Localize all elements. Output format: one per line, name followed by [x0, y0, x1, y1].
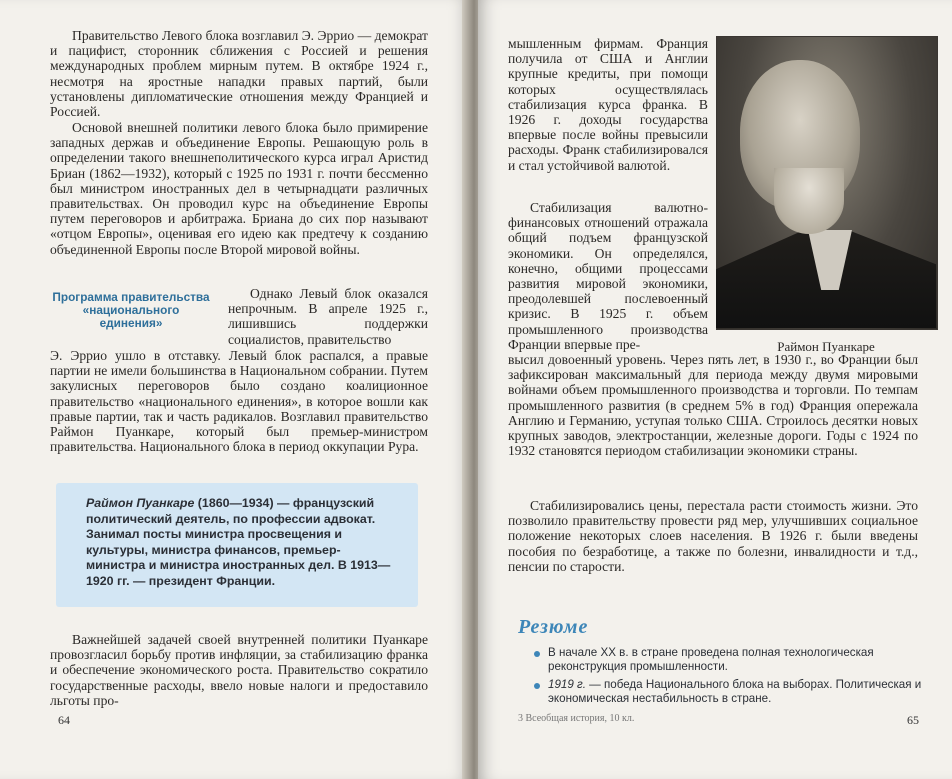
paragraph: Важнейшей задачей своей внутренней политики Пуанкаре провозгласил борьбу против инфляции, за стабилизацию франка и обеспечение экономического роста. Правительство сократило государственные расходы, ввело новые налоги и предоставило льготы про- [50, 632, 428, 708]
paragraph: Стабилизация валютно-финансовых отношений отражала общий подъем французской экономики. Он определялся, конечно, общими процессами развития мировой экономики, преодолевшей послевоенный кризис. В 1925 г. объем промышленного производства Франции впервые пре- [508, 200, 708, 352]
list-item-text: — победа Национального блока на выборах. Политическая и экономическая нестабильность в стране. [548, 677, 922, 706]
summary-list [534, 646, 934, 710]
paragraph: мышленным фирмам. Франция получила от США и Англии крупные кредиты, при помощи которых осуществлялась стабилизация курса франка. В 1926 г. доходы государства впервые после войны превысили расходы. Франк стабилизировался и стал устойчивой валютой. [508, 36, 708, 173]
list-item-year: 1919 г. [548, 677, 586, 691]
paragraph: Правительство Левого блока возглавил Э. Эррио — демократ и пацифист, сторонник сближения с Россией и решения международных проблем мирным путем. В октябре 1924 г., несмотря на яростные нападки правых партий, были установлены дипломатические отношения между Францией и Россией. [50, 28, 428, 120]
portrait-beard [774, 168, 844, 234]
left-page [0, 0, 470, 779]
info-box-body: (1860—1934) — французский политический деятель, по профессии адвокат. Занимал посты министра просвещения и культуры, министра финансов, премьер-министра и министра иностранных дел. В 1913—1920 гг. — президент Франции. [86, 496, 391, 588]
paragraph: высил довоенный уровень. Через пять лет, в 1930 г., во Франции был зафиксирован максимальный для периода между двумя мировыми войнами объем промышленного производства и торговли. По темпам промышленного развития (в среднем 5% в год) Франция опережала Англию и Германию, уступая только США. Строилось десятки новых крупных заводов, электростанции, железные дороги. Годы с 1924 по 1932 становятся периодом стабилизации экономики страны. [508, 352, 918, 459]
list-item [534, 646, 934, 675]
margin-heading: Программа правительства «национального единения» [52, 290, 210, 331]
resume-heading: Резюме [518, 616, 589, 638]
page-footer: 3 Всеобщая история, 10 кл. [518, 713, 635, 724]
info-box-text [86, 496, 398, 590]
paragraph: Э. Эррио ушло в отставку. Левый блок распался, а правые партии не имели большинства в Национальном собрании. Путем закулисных переговоров было создано коалиционное правительство «национального единения», в которое вошли как правые партии, так и часть радикалов. Возглавил правительство Раймон Пуанкаре, который был премьер-министром правительства. Национального блока в период оккупации Рура. [50, 348, 428, 455]
page-number: 65 [907, 713, 919, 727]
page-number: 64 [58, 713, 70, 727]
photo-caption: Раймон Пуанкаре [777, 339, 875, 354]
paragraph: Основой внешней политики левого блока было примирение западных держав и объединение Европы. Решающую роль в определении такого внешнеполитического курса играл Аристид Бриан (1862—1932), который с 1925 по 1931 г. почти бессменно был министром иностранных дел в четырнадцати различных правительствах. Он проводил курс на объединение Европы путем переговоров и арбитража. Бриана до сих пор называют «отцом Европы», оценивая его идею как предтечу к созданию объединенной Европы после Второй мировой войны. [50, 120, 428, 257]
list-item [534, 678, 934, 707]
info-box-name: Раймон Пуанкаре [86, 496, 195, 510]
list-item-text: В начале XX в. в стране проведена полная технологическая реконструкция промышленности. [548, 646, 874, 674]
right-page [478, 0, 952, 779]
paragraph: Стабилизировались цены, перестала расти стоимость жизни. Это позволило правительству провести ряд мер, улучшивших социальное положение некоторых слоев населения. В 1926 г. были введены пособия по безработице, а также по болезни, инвалидности и т.д., пенсии по старости. [508, 498, 918, 574]
paragraph: Однако Левый блок оказался непрочным. В апреле 1925 г., лишившись поддержки социалистов, правительство [228, 286, 428, 347]
